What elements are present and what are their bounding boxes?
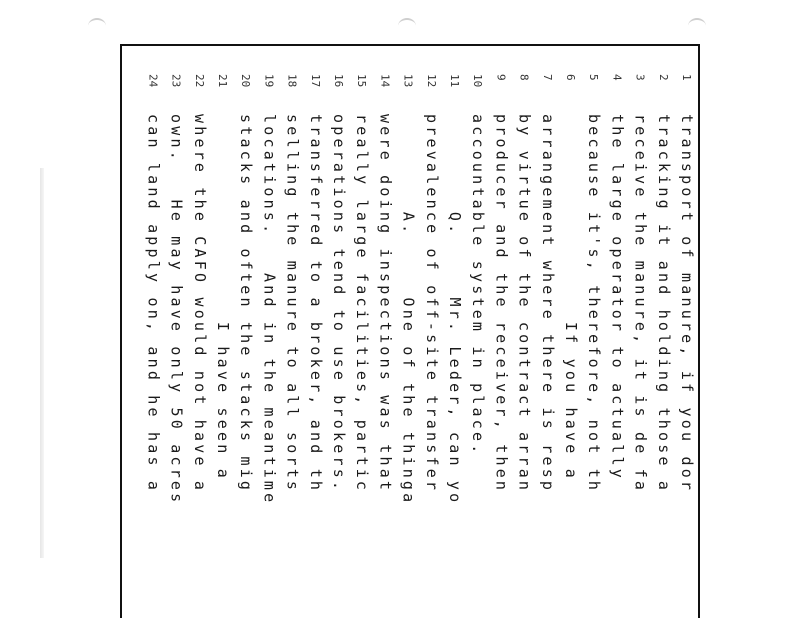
line-number: 8	[517, 74, 531, 81]
line-number: 21	[216, 74, 229, 88]
transcript-line: prevalence of off-site transfer	[422, 114, 441, 494]
transcript-line: receive the manure, it is de fa	[631, 114, 650, 494]
line-number: 20	[239, 74, 253, 88]
transcript-line: operations tend to use brokers.	[330, 114, 348, 494]
transcript-line: own. He may have only 50 acres	[167, 114, 186, 506]
transcript-line: tracking it and holding those a	[654, 114, 673, 494]
punch-hole-mark	[398, 18, 416, 34]
transcript-line: producer and the receiver, then	[492, 114, 511, 494]
line-number: 2	[656, 74, 670, 81]
line-number: 7	[540, 74, 554, 81]
transcript-line: If you have a	[562, 114, 580, 481]
transcript-line: A. One of the thinga	[399, 114, 418, 506]
transcript-line: locations. And in the meantime	[260, 114, 279, 506]
transcript-line: transferred to a broker, and th	[306, 114, 325, 494]
line-number: 12	[424, 74, 438, 88]
line-number: 22	[192, 74, 206, 88]
transcript-line: because it's, therefore, not th	[585, 114, 604, 494]
line-number: 1	[680, 74, 693, 81]
line-number: 15	[355, 74, 369, 88]
transcript-line: can land apply on, and he has a	[144, 114, 163, 494]
scan-shadow	[40, 168, 44, 558]
transcript-lines	[120, 66, 694, 618]
line-number: 17	[308, 74, 322, 88]
transcript-page	[120, 44, 700, 618]
transcript-line: selling the manure to all sorts	[283, 114, 302, 494]
line-number: 3	[633, 74, 647, 81]
line-number: 18	[285, 74, 299, 88]
line-number: 9	[494, 74, 508, 81]
transcript-line: were doing inspections was that	[376, 114, 395, 494]
line-number: 4	[610, 74, 624, 81]
line-number: 24	[146, 74, 160, 88]
transcript-line: accountable system in place.	[469, 114, 488, 457]
transcript-line: by virtue of the contract arran	[515, 114, 534, 494]
line-number: 13	[401, 74, 415, 88]
punch-hole-mark	[688, 18, 706, 34]
transcript-line: where the CAFO would not have a	[190, 114, 209, 494]
transcript-line: the large operator to actually	[608, 114, 627, 481]
line-number: 19	[262, 74, 276, 88]
transcript-line: Q. Mr. Leder, can yo	[446, 114, 464, 506]
line-number: 6	[564, 74, 577, 81]
transcript-line: stacks and often the stacks mig	[237, 114, 256, 494]
transcript-line: transport of manure, if you dor	[678, 114, 696, 494]
transcript-line: arrangement where there is resp	[538, 114, 557, 494]
line-number: 16	[332, 74, 345, 88]
transcript-line: really large facilities, partic	[353, 114, 372, 494]
line-number: 14	[378, 74, 392, 88]
punch-hole-mark	[88, 18, 106, 34]
transcript-line: I have seen a	[214, 114, 232, 481]
line-number: 23	[169, 74, 183, 88]
line-number: 11	[448, 74, 461, 88]
line-number: 10	[471, 74, 485, 88]
line-number: 5	[587, 74, 601, 81]
